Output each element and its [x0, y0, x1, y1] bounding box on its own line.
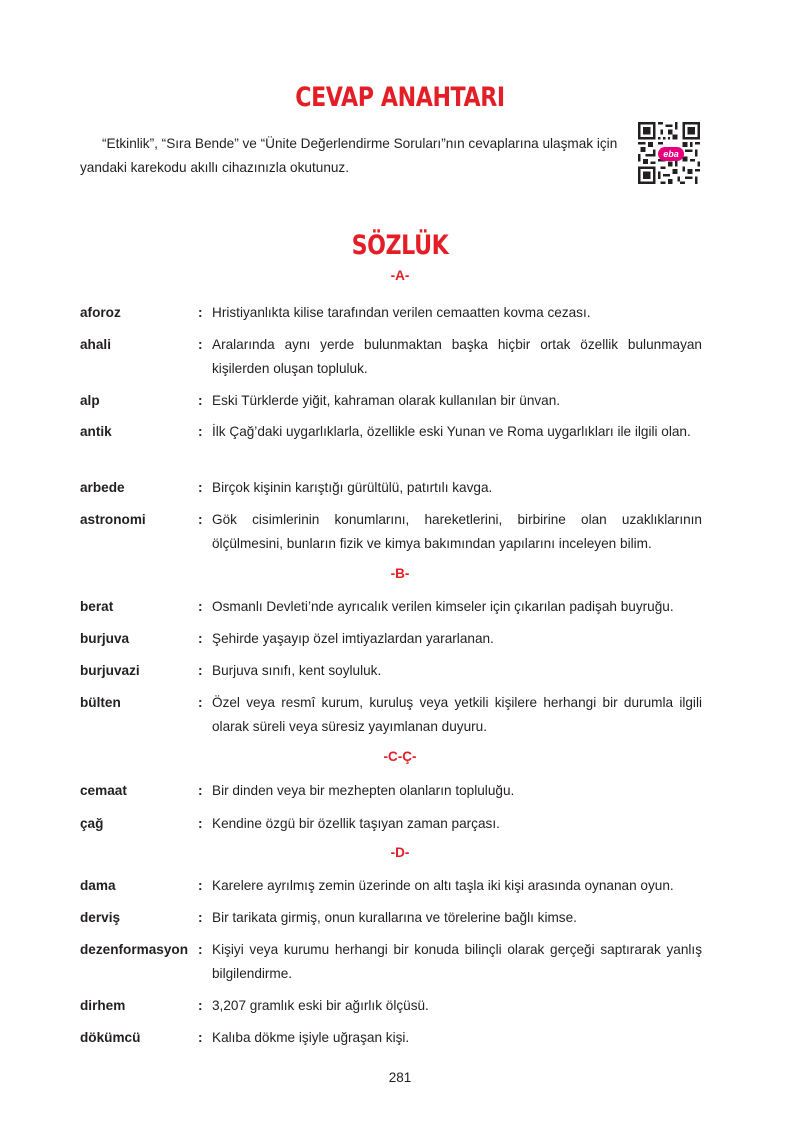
- entry-term: çağ: [80, 816, 104, 831]
- entry-definition: Gök cisimlerinin konumlarını, hareketlerini, birbirine olan uzaklıklarının ölçülmesini, bunların fizik ve kimya bakımından yapılarını inceleyen bilim.: [212, 512, 702, 551]
- entry-separator: :: [198, 695, 203, 710]
- entry-separator: :: [198, 631, 203, 646]
- entry-definition: Kendine özgü bir özellik taşıyan zaman parçası.: [212, 816, 500, 831]
- entry-separator: :: [198, 480, 203, 495]
- entry-term: derviş: [80, 910, 121, 925]
- entry-separator: :: [198, 393, 203, 408]
- entry-definition: Kişiyi veya kurumu herhangi bir konuda bilinçli olarak gerçeği saptırarak yanlış bilgilendirme.: [212, 942, 702, 981]
- dictionary-title: SÖZLÜK: [351, 230, 449, 261]
- entry-term: burjuvazi: [80, 663, 140, 678]
- entry-separator: :: [198, 1030, 203, 1045]
- entry-separator: :: [198, 783, 203, 798]
- entry-separator: :: [198, 599, 203, 614]
- entry-separator: :: [198, 910, 203, 925]
- entry-definition: 3,207 gramlık eski bir ağırlık ölçüsü.: [212, 998, 429, 1013]
- entry-term: burjuva: [80, 631, 130, 646]
- section-letter-a: -A-: [390, 268, 410, 283]
- section-letter-d: -D-: [390, 845, 410, 860]
- entry-term: arbede: [80, 480, 125, 495]
- entry-definition: Şehirde yaşayıp özel imtiyazlardan yararlanan.: [212, 631, 494, 646]
- entry-definition: Birçok kişinin karıştığı gürültülü, patırtılı kavga.: [212, 480, 493, 495]
- section-letter-c: -C-Ç-: [383, 749, 417, 764]
- entry-definition: Eski Türklerde yiğit, kahraman olarak kullanılan bir ünvan.: [212, 393, 561, 408]
- entry-separator: :: [198, 424, 203, 439]
- entry-term: antik: [80, 424, 112, 439]
- entry-definition: Bir dinden veya bir mezhepten olanların topluluğu.: [212, 783, 515, 798]
- entry-separator: :: [198, 942, 203, 957]
- entry-term: dezenformasyon: [80, 942, 189, 957]
- entry-separator: :: [198, 305, 203, 320]
- entry-separator: :: [198, 998, 203, 1013]
- entry-definition: Karelere ayrılmış zemin üzerinde on altı taşla iki kişi arasında oynanan oyun.: [212, 878, 674, 893]
- entry-term: bülten: [80, 695, 121, 710]
- entry-term: aforoz: [80, 305, 121, 320]
- entry-definition: Hristiyanlıkta kilise tarafından verilen cemaatten kovma cezası.: [212, 305, 591, 320]
- entry-separator: :: [198, 816, 203, 831]
- entry-definition: İlk Çağ’daki uygarlıklarla, özellikle eski Yunan ve Roma uygarlıkları ile ilgili olan.: [212, 424, 691, 439]
- entry-definition: Osmanlı Devleti’nde ayrıcalık verilen kimseler için çıkarılan padişah buyruğu.: [212, 599, 674, 614]
- entry-term: dama: [80, 878, 116, 893]
- entry-separator: :: [198, 663, 203, 678]
- section-letter-b: -B-: [390, 566, 410, 581]
- entry-separator: :: [198, 512, 203, 527]
- entry-term: berat: [80, 599, 114, 614]
- entry-definition: Bir tarikata girmiş, onun kurallarına ve törelerine bağlı kimse.: [212, 910, 577, 925]
- entry-definition: Aralarında aynı yerde bulunmaktan başka hiçbir ortak özellik bulunmayan kişilerden oluşan topluluk.: [212, 337, 702, 376]
- entry-definition: Burjuva sınıfı, kent soyluluk.: [212, 663, 382, 678]
- page-number: 281: [388, 1070, 412, 1085]
- eba-badge: eba: [658, 147, 684, 161]
- answer-key-title: CEVAP ANAHTARI: [295, 82, 505, 113]
- entry-separator: :: [198, 878, 203, 893]
- entry-term: cemaat: [80, 783, 127, 798]
- entry-definition: Kalıba dökme işiyle uğraşan kişi.: [212, 1030, 410, 1045]
- answer-key-instruction: “Etkinlik”, “Sıra Bende” ve “Ünite Değerlendirme Soruları”nın cevaplarına ulaşmak için yandaki karekodu akıllı cihazınızla okutunuz.: [80, 136, 618, 175]
- entry-definition: Özel veya resmî kurum, kuruluş veya yetkili kişilere herhangi bir durumla ilgili olarak süreli veya süresiz yayımlanan duyuru.: [212, 695, 702, 734]
- entry-term: dökümcü: [80, 1030, 141, 1045]
- entry-term: astronomi: [80, 512, 146, 527]
- entry-term: dirhem: [80, 998, 126, 1013]
- entry-term: ahali: [80, 337, 111, 352]
- entry-term: alp: [80, 393, 100, 408]
- entry-separator: :: [198, 337, 203, 352]
